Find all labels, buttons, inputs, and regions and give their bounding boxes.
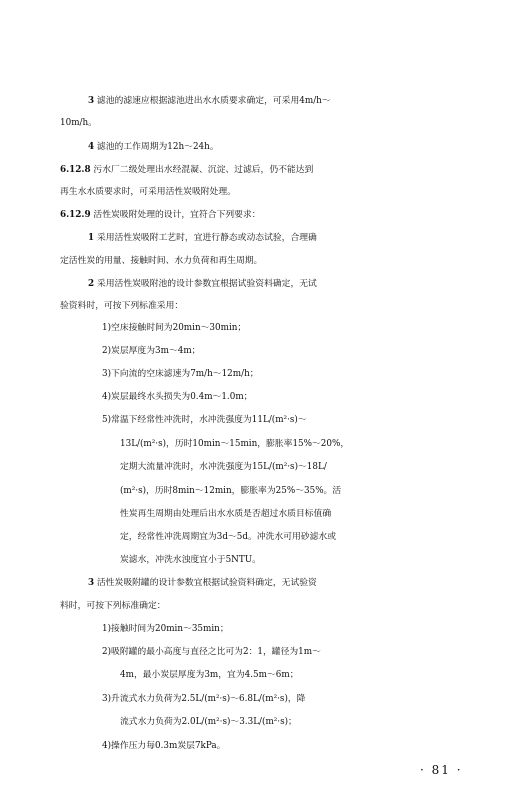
- clause-number: 3: [88, 578, 95, 588]
- line-text: 性炭再生周期由处理后出水水质是否超过水质目标值确: [120, 509, 332, 519]
- text-line: [0, 712, 530, 732]
- line-text: 再生水水质要求时，可采用活性炭吸附处理。: [60, 187, 236, 197]
- text-line: [0, 251, 530, 271]
- line-text: 采用活性炭吸附池的设计参数宜根据试验资料确定，无试: [96, 279, 317, 289]
- text-line: [0, 504, 530, 524]
- text-line: [0, 457, 530, 477]
- line-text: 炭滤水，冲洗水浊度宜小于5NTU。: [120, 555, 261, 565]
- text-line: [0, 387, 530, 407]
- line-text: (m²·s)，历时8min～12min，膨胀率为25%～35%。活: [120, 486, 342, 496]
- clause-number: 1: [88, 233, 95, 243]
- text-line: [0, 596, 530, 616]
- line-text: 1)空床接触时间为20min～30min；: [102, 323, 247, 333]
- text-line: [0, 689, 530, 709]
- text-line: [0, 113, 530, 133]
- text-line: [0, 364, 530, 384]
- text-line: [0, 160, 530, 180]
- line-text: 定活性炭的用量、接触时间、水力负荷和再生周期。: [60, 256, 263, 266]
- text-line: [0, 205, 530, 225]
- page-number: · 81 ·: [420, 763, 463, 777]
- clause-number: 4: [88, 142, 95, 152]
- text-line: [0, 296, 530, 316]
- clause-number: 2: [88, 279, 95, 289]
- text-line: [0, 318, 530, 338]
- line-text: 4)炭层最终水头损失为0.4m～1.0m；: [102, 392, 253, 402]
- line-text: 流式水力负荷为2.0L/(m²·s)～3.3L/(m²·s)；: [120, 717, 297, 727]
- text-line: [0, 619, 530, 639]
- text-line: [0, 665, 530, 685]
- text-line: [0, 550, 530, 570]
- line-text: 定期大流量冲洗时，水冲洗强度为15L/(m²·s)～18L/: [120, 462, 327, 472]
- line-text: 定，经常性冲洗周期宜为3d～5d。冲洗水可用砂滤水或: [120, 532, 336, 542]
- line-text: 1)接触时间为20min～35min；: [102, 624, 229, 634]
- line-text: 5)常温下经常性冲洗时，水冲洗强度为11L/(m²·s)～: [102, 415, 307, 425]
- line-text: 活性炭吸附罐的设计参数宜根据试验资料确定，无试验资: [96, 578, 317, 588]
- line-text: 滤池的滤速应根据滤池进出水水质要求确定，可采用4m/h～: [96, 96, 331, 106]
- text-line: [0, 434, 530, 454]
- text-line: [0, 573, 530, 593]
- line-text: 活性炭吸附处理的设计，宜符合下列要求：: [93, 210, 261, 220]
- line-text: 料时，可按下列标准确定：: [60, 601, 166, 611]
- line-text: 10m/h。: [60, 118, 97, 128]
- line-text: 验资料时，可按下列标准采用：: [60, 301, 184, 311]
- text-line: [0, 736, 530, 756]
- line-text: 采用活性炭吸附工艺时，宜进行静态或动态试验，合理确: [96, 233, 317, 243]
- text-line: [0, 527, 530, 547]
- text-line: [0, 91, 530, 111]
- line-text: 13L/(m²·s)，历时10min～15min，膨胀率15%～20%，: [120, 439, 350, 449]
- text-line: [0, 228, 530, 248]
- clause-number: 6.12.8: [60, 165, 91, 175]
- line-text: 3)下向流的空床滤速为7m/h～12m/h；: [102, 369, 259, 379]
- line-text: 2)炭层厚度为3m～4m；: [102, 346, 201, 356]
- text-line: [0, 642, 530, 662]
- line-text: 4m，最小炭层厚度为3m，宜为4.5m～6m；: [120, 670, 299, 680]
- text-line: [0, 182, 530, 202]
- text-line: [0, 137, 530, 157]
- line-text: 4)操作压力每0.3m炭层7kPa。: [102, 741, 226, 751]
- line-text: 污水厂二级处理出水经混凝、沉淀、过滤后，仍不能达到: [93, 165, 314, 175]
- text-line: [0, 481, 530, 501]
- text-line: [0, 274, 530, 294]
- line-text: 滤池的工作周期为12h～24h。: [96, 142, 219, 152]
- text-line: [0, 341, 530, 361]
- line-text: 3)升流式水力负荷为2.5L/(m²·s)～6.8L/(m²·s)，降: [102, 694, 306, 704]
- line-text: 2)吸附罐的最小高度与直径之比可为2：1，罐径为1m～: [102, 647, 321, 657]
- clause-number: 6.12.9: [60, 210, 91, 220]
- text-line: [0, 410, 530, 430]
- clause-number: 3: [88, 96, 95, 106]
